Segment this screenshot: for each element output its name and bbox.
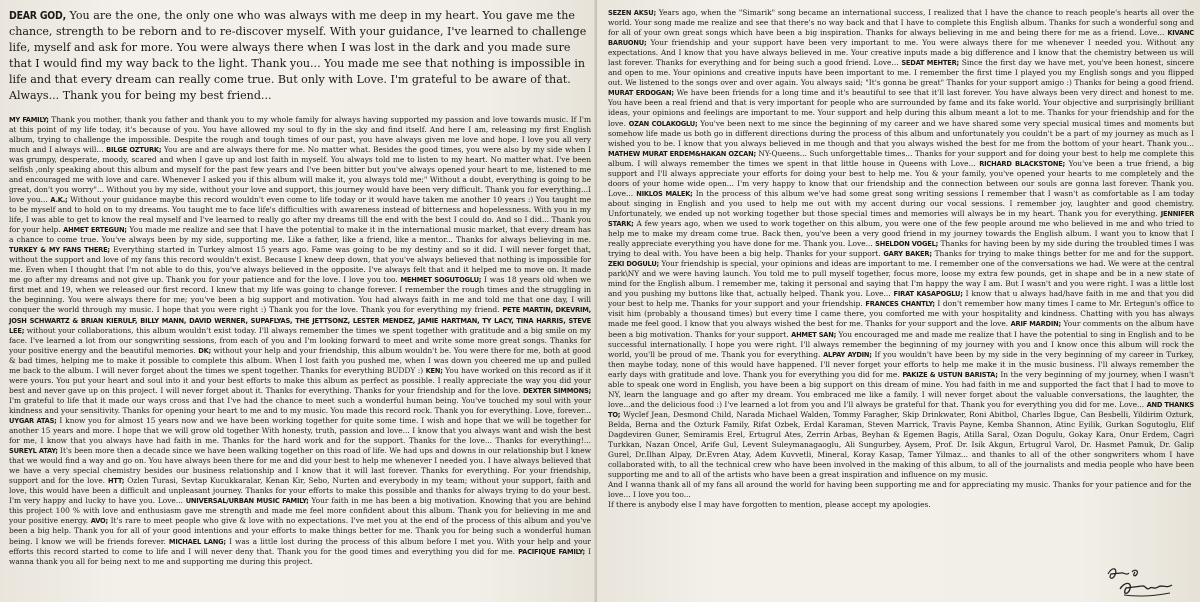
thanks-text: I know you for almost 15 years now and we have been working together for quite some time. I wish and hope that we will be together for another 15 years and more. I hope that we will grow old together With honesty, truth, passion and love... I know that you always want and wish the best for me, I know that you always have had faith in me. Thanks for the hard work and for the support. Thanks for the love... Thanks for everything!...	[9, 415, 591, 446]
thanks-heading: MURAT ERDOGAN;	[608, 88, 674, 98]
thanks-heading: BILGE OZTURK;	[106, 144, 162, 154]
right-thanks-body	[608, 8, 1194, 480]
thanks-text: NY-Queens... Such unforgettable times... Thanks for your support and for doing your best to help me complete this album. I will always remember the times we spent in that little house in Queens with Love...	[608, 148, 1194, 168]
thanks-heading: AHMET SAN;	[791, 329, 837, 339]
left-thanks-body	[9, 115, 591, 567]
thanks-heading: SEDAT MEHTER;	[901, 58, 959, 68]
thanks-text: Your friendship and your support have been very important to me. You were always there for me whenever I needed you. Without any expectations. And I know that you have always believed in me. Your creative inputs made a big difference and I know that the chemistry between us will last forever. Thanks for everything and for being such a good friend. Love...	[608, 38, 1194, 68]
thanks-heading: ARIF MARDIN;	[1010, 319, 1061, 329]
thanks-text: You encouraged me and made me realize that I have the potential to sing in English and to be successful internationally. I hope you were right. I'll always remember the beginning of my journey with you and I know once this album will rock the world, you'll be proud of me. Thank you for everything.	[608, 329, 1194, 359]
intro-heading: DEAR GOD,	[9, 10, 66, 22]
thanks-text: In the very beginning of my journey, when I wasn't able to speak one word in English, you have been a big support on this dream of mine. You had faith in me and supported the fact that I had to move to NY, learn the language and go after my dream. You embraced me like a family. I will never forget about the valuable conversations, the laughter, the love...and the delicious food :) I've learned a lot from you and I'll always be grateful for that. Thank you for everything you did for me. Love...	[608, 369, 1194, 409]
thanks-heading: FRANCES CHANTLY;	[865, 299, 935, 309]
thanks-heading: UYGAR ATAS;	[9, 415, 57, 425]
thanks-heading: ZEKI DOGULU;	[608, 259, 659, 269]
closing-apology: If there is anybody else I may have forgotten to mention, please accept my apologies.	[608, 500, 931, 510]
thanks-text: Without your guidance maybe this record wouldn't even come to life today or it would have taken me another 10 years :) You taught me to be myself and to hold on to my dreams. You taught me to face life's difficulties with awareness instead of bitterness and hopelessness. With you in my life, I was able to get to know the real myself and I've learned to really go after my dreams till the end with the best I could do. And so I did... Thank you for your help.	[9, 194, 591, 235]
thanks-heading: AHMET ERTEGUN;	[63, 225, 127, 235]
thanks-heading: GARY BAKER;	[883, 249, 932, 259]
thanks-heading: MEHMET SOGUTOGLU;	[400, 275, 482, 285]
closing-fans: And I wanna thank all of my fans all around the world for having been supporting me and for appreciating my music. Thanks for your patience and for the love... I love you too...	[608, 480, 1192, 500]
thanks-text: Wyclef Jean, Desmond Child, Narada Michael Walden, Tommy Faragher, Skip Drinkwater, Roni Abitbol, Charles Ibgue, Can Besbelli, Yildirim Ozturk, Belda, Berna and the Ozturk Family, Rifat Ozbek, Erdal Karaman, Steven Marrick, Travis Payne, Kemba Shannon, Atinc Eyilik, Gurkan Sogutoglu, Elif Dagdeviren Guner, Semiramis Erel, Ertugrul Ates, Zerrin Arbas, Beyhan & Egemen Bagis, Atilla Saral, Ozan Dogulu, Gokay Kara, Onur Erdem, Cagri Turkkan, Nazan Oncel, Arife Gul, Levent Suleymanagaoglu, Ali Sungurbey, Aysem, Prof. Dr. Isik Akgun, Ertugrul Varol, Dr. Hasmet Pamuk, Dr. Galip Gurel, Dr.Ilhan Alpay, Dr.Evren Atay, Adem Kuvvetli, Mineral, Koray Kasap, Tamer Yilmaz... and thanks to all of the other songwriters whom I have collaborated with, to all the technical crew who have been involved in the making of this album, to all of the journalists and media people who have been supporting me and to all of the artists who have been a great inspiration and influence on my music.	[608, 409, 1194, 480]
thanks-heading: DK;	[198, 345, 211, 355]
signature	[1102, 562, 1182, 600]
thanks-text: If you wouldn't have been by my side in the very beginning of my career in Turkey, then maybe today, none of this would have happened. I'll never forget your efforts to help me make it in the music business. I'll always remember the early days with gratitude and love. Thank you for everything you did for me.	[608, 349, 1195, 379]
thanks-text: Thank you mother, thank you father and thank you to my whole family for always having supported my passion and love towards music. If I'm at this point of my life today, it's because of you. You have allowed my soul to fly in the sky and find itself. And here I am, releasing my first English album, trying to challenge the impossible. Despite the rough and tough times of our past, you have always given me love and hope. I love you all very much and I always will...	[9, 114, 591, 154]
thanks-text: You've been a true friend, a big support and I'll always appreciate your efforts for doing your best to help me. You & your family, you've opened your hearts to me completely and the doors of your home wide open... I'm very happy to know that our friendship and the connection between our souls are gonna last forever. Thank you. Love...	[608, 158, 1194, 198]
thanks-text: Everything started in Turkey almost 15 years ago. Fame was going to be my destiny and so it did. I will never forget that, without the support and love of my fans this record wouldn't exist. Because I knew deep down, that you've always believed that nothing is impossible for me. Even when I thought that I'm not able to do this, you've always believed in the opposite. I've always felt that and it helped me to move on. It made me go after my dreams and not give up. Thank you for your patience and for the love. I love you too.	[9, 245, 591, 285]
thanks-text: Thanks for trying to make things better for me and for the support.	[931, 249, 1195, 259]
thanks-text: It's rare to meet people who give & love with no expectations. I've met you at the end of the process of this album and you've been a big help. Thank you for all of your good intentions and your efforts to make things better for me. Thank you for being such a wonderful human being. I know we will be friends forever.	[9, 516, 591, 546]
thanks-heading: KIVANC BARUONU;	[608, 28, 1194, 48]
thanks-heading: PAKIZE & USTUN BARISTA;	[902, 369, 998, 379]
thanks-text: I was a little lost during the process of this album before I met you. With your help and your efforts this record started to come to life and I will never deny that. Thank you for the good times and everything you did for me.	[9, 536, 591, 556]
thanks-text: I was 18 years old when we first met and 19, when we released our first record. I knew that my life was going to change forever. I remember the rough times and the struggling in the beginning. You were always there for me; you've been a big support and motivation. You had always faith in me and told me that one day, I will conquer the world through my music. I hope that you were right :) Thank you for the love. Thank you for everything my friend.	[9, 275, 591, 315]
thanks-text: Ozlen Turasi, Sevtap Kucukkaralar, Kenan Kir, Sebo, Nurten and everybody in my team; without your support, faith and love, this would have been a difficult and unpleasant journey. Thanks for your efforts to make this possible and thanks for always trying to do your best. I'm very happy and lucky to have you. Love...	[9, 476, 591, 506]
thanks-heading: OZAN COLAKOGLU;	[628, 118, 698, 128]
thanks-text: I know that u always had/have faith in me and that you did your best to help me. Thanks for your support and your friendship.	[608, 289, 1194, 309]
thanks-text: I'm grateful to life that it made our ways cross and that I've had the chance to meet such a wonderful human being. You've touched my soul with your kindness and your sensitivity. Thanks for opening your heart to me and to my music. You made this record rock. Thank you for everything. Love, forever...	[9, 395, 591, 415]
thanks-heading: UNIVERSAL/URBAN MUSIC FAMILY;	[185, 496, 309, 506]
thanks-heading: MATHEW MURAT ERDEM&HAKAN OZCAN;	[608, 148, 756, 158]
thanks-heading: KEN;	[425, 365, 443, 375]
thanks-text: We have been friends for a long time and it's beautiful to see that it'll last forever. You have always been very direct and honest to me. You have been a real friend and that is very important for people who are surrounded by fame and its fake world. Your objective and surprisingly brilliant ideas, your opinions and feelings are important to me. Your support and help during this album meant a lot to me. Thanks for your friendship and for the love.	[608, 88, 1194, 128]
thanks-text: You've been next to me since the beginning of my career and we have shared some very special musical times and moments but somehow life made us both go in different directions during the process of this album and unfortunately you couldn't be a part of my journey as much as I wished you to be. I know that you always believed in me though and that you always wished the best for me from the bottom of your heart. Thank you...	[608, 118, 1194, 148]
thanks-heading: DEXTER SIMMONS;	[522, 385, 591, 395]
thanks-text: Since the first day we have met, you've been honest, sincere and open to me. Your opinions and creative inputs have been important to me. I remember the first time I played you my English songs and you flipped out. We listened to the songs over and over again. You always said; "It's gonna be great" Thanks for your support amigo :) Thanks for being a good friend.	[608, 58, 1194, 88]
signature-scribble-icon	[1102, 562, 1182, 600]
thanks-heading: PACIFIQUE FAMILY;	[518, 546, 585, 556]
thanks-text: A few years ago, when we used to work together on this album, you were one of the few people around me who believed in me and who tried to help me to make my dream come true. Back then, you've been a very good friend in my journey towards the English album. I want you to know that I really appreciate everything you have done for me. Thank you. Love...	[608, 218, 1194, 249]
left-page	[0, 0, 597, 602]
thanks-heading: A.K.;	[50, 194, 68, 204]
thanks-heading: JENNIFER STARK;	[608, 208, 1194, 228]
thanks-text: Years ago, when the "Simarik" song became an international success, I realized that I have the chance to reach people's hearts all over the world. Your song made me realize and see that there's no way back and that I have to complete this English album. Thanks for such a wonderful song and for all of your own great songs which have been a big inspiration. Thanks for always believing in me and being there for me as a friend. Love...	[608, 8, 1194, 38]
thanks-text: It's been more then a decade since we have been walking together on this road of life. We had ups and downs in our relationship but I knew that we would find a way and go on. You have always been there for me and did your best to help me whenever I needed you. I have always believed that we have a very special chemistry besides our business relationship and I know that it will last forever. Thanks for everything. For your friendship, support and for the love.	[9, 446, 591, 486]
thanks-heading: RICHARD BLACKSTONE;	[979, 158, 1065, 168]
thanks-heading: SEZEN AKSU;	[608, 8, 656, 17]
thanks-text: Your faith in me has been a big motivation. Knowing that you are behind this project 100 % with love and enthusiasm gave me strength and made me feel more confident about this album. Thank you for believing in me and your positive energy.	[9, 496, 592, 526]
thanks-text: In the process of this album we've had some great song writing sessions I remember that I wasn't as comfortable as I am today about singing in English and you used to help me out with my accent during our vocal sessions. I remember joy, laughter and good chemistry. Unfortunately, we ended up not working together but those special times and memories will always be in my heart. Thank you for everything.	[608, 188, 1194, 218]
thanks-heading: HTT;	[107, 476, 125, 486]
thanks-heading: MY FAMILY;	[9, 114, 49, 124]
thanks-text: I don't remember how many times I came to Mr. Ertegun's office to visit him (probably a thousand times) but every time I came there, you comforted me with your hospitality and kindness. Chatting with you has always made me feel good. I know that you always wished the best for me. Thanks for your support and the love.	[608, 299, 1194, 329]
thanks-text: You are and are always there for me. No matter what. Besides the good times, you were also by my side when I was grumpy, desperate, moody, scared and when I gave up and lost faith in myself. You always told me to listen to my heart. No matter what. I've been selfish ,only speaking about this album and myself for the past few years and I've been bitter but you've always opened your heart to me, listened to me and encouraged me with love and care. Whenever I asked you if this album will make it, you always told me;" Without a doubt, everything is going to be great, don't you worry"... Without you by my side, without your love and support, this journey would have been very difficult. Thank you for everything...I love you...	[9, 144, 591, 204]
thanks-text: without your collaborations, this album wouldn't exist today. I'll always remember the times we spent together with gratitude and a big smile on my face. I've learned a lot from our songwriting sessions, from each of you and I'm looking forward to meet and write some more great songs. Thanks for your positive energy and the beautiful memories.	[9, 325, 591, 355]
thanks-text: without your help and your friendship, this album wouldn't be. You were there for me, both at good & bad times, helping me to make it possible to complete this album. When I lost faith you pushed me, when I was down you cheered me up and pulled me back to the album. I will never forget about the times we spent together. Thanks for everything BUDDY :)	[9, 345, 591, 375]
thanks-text: Thanks for having been by my side during the troubled times I was trying to deal with. You have been a big help. Thanks for your support.	[608, 239, 1194, 259]
thanks-heading: NIKLOS MALEK;	[636, 188, 693, 198]
intro-text: You are the one, the only one who was always with me deep in my heart. You gave me the chance, strength to be reborn and to re-discover myself. With your guidance, I've learned to challenge life, myself and ask for more. You were always there when I was lost in the dark and you made sure that I would find my way back to the light. Thank you... You made me see that nothing is impossible in life and that every dream can really come true. But only with Love. I'm grateful to be aware of that. Always... Thank you for being my best friend...	[9, 9, 587, 103]
thanks-heading: AVO;	[90, 516, 108, 526]
right-page	[597, 0, 1200, 602]
thanks-heading: AND THANKS TO;	[608, 399, 1194, 419]
thanks-heading: PETE MARTIN, DKEVRIM, JOSH SCHWARTZ & BRIAN KIERULF, BILLY MANN, DAVID WERNER, SUPAFLYAS, THE JETTSONZ, LESTER MENDEZ, JAMIE HARTMAN, TY LACY, TINA HARRIS, STEVE LEE;	[9, 305, 591, 335]
thanks-text: Your comments on the album have been a big motivation. Thanks for your support.	[608, 319, 1194, 339]
thanks-text: Your friendship is special, your opinions and ideas are important to me. I remember one of the conversations we had. We were at the central park\NY and we were having launch. You told me to pull myself together, focus more, loose my extra few pounds, get in shape and be in a new state of mind for the English album. I remember me, taking it personal and saying that I'm happy the way I am. But I wasn't and you were right. I was a little lost and you pushing my buttons like that, actually helped. Thank you. Love...	[608, 259, 1195, 299]
thanks-heading: TURKEY & MY FANS THERE;	[9, 245, 110, 255]
thanks-heading: FIRAT KASAPOGLU;	[893, 289, 963, 299]
thanks-text: You made me realize and see that I have the potential to make it in the international music market, that every dream has a chance to come true. You've always been by my side, supporting me. Like a father, like a friend, like a mentor... Thanks for always believing in me.	[9, 225, 591, 245]
intro-paragraph	[9, 8, 591, 105]
thanks-text: You have worked on this record as if it were yours. You put your heart and soul into it and your best efforts to make this album as perfect as possible. I really appreciate the way you did your best and never gave up on this project. I will never forget about it. Thanks for everything. Thanks for your friendship and for the love.	[9, 365, 591, 395]
thanks-heading: MICHAEL LANG;	[168, 536, 226, 546]
thanks-heading: SHELDON VOGEL;	[875, 239, 939, 249]
thanks-heading: ALPAY AYDIN;	[823, 349, 872, 359]
thanks-text: I wanna thank you all for being next to me and supporting me during this project.	[9, 546, 592, 566]
thanks-heading: SURЕYL ATAY;	[9, 446, 58, 456]
